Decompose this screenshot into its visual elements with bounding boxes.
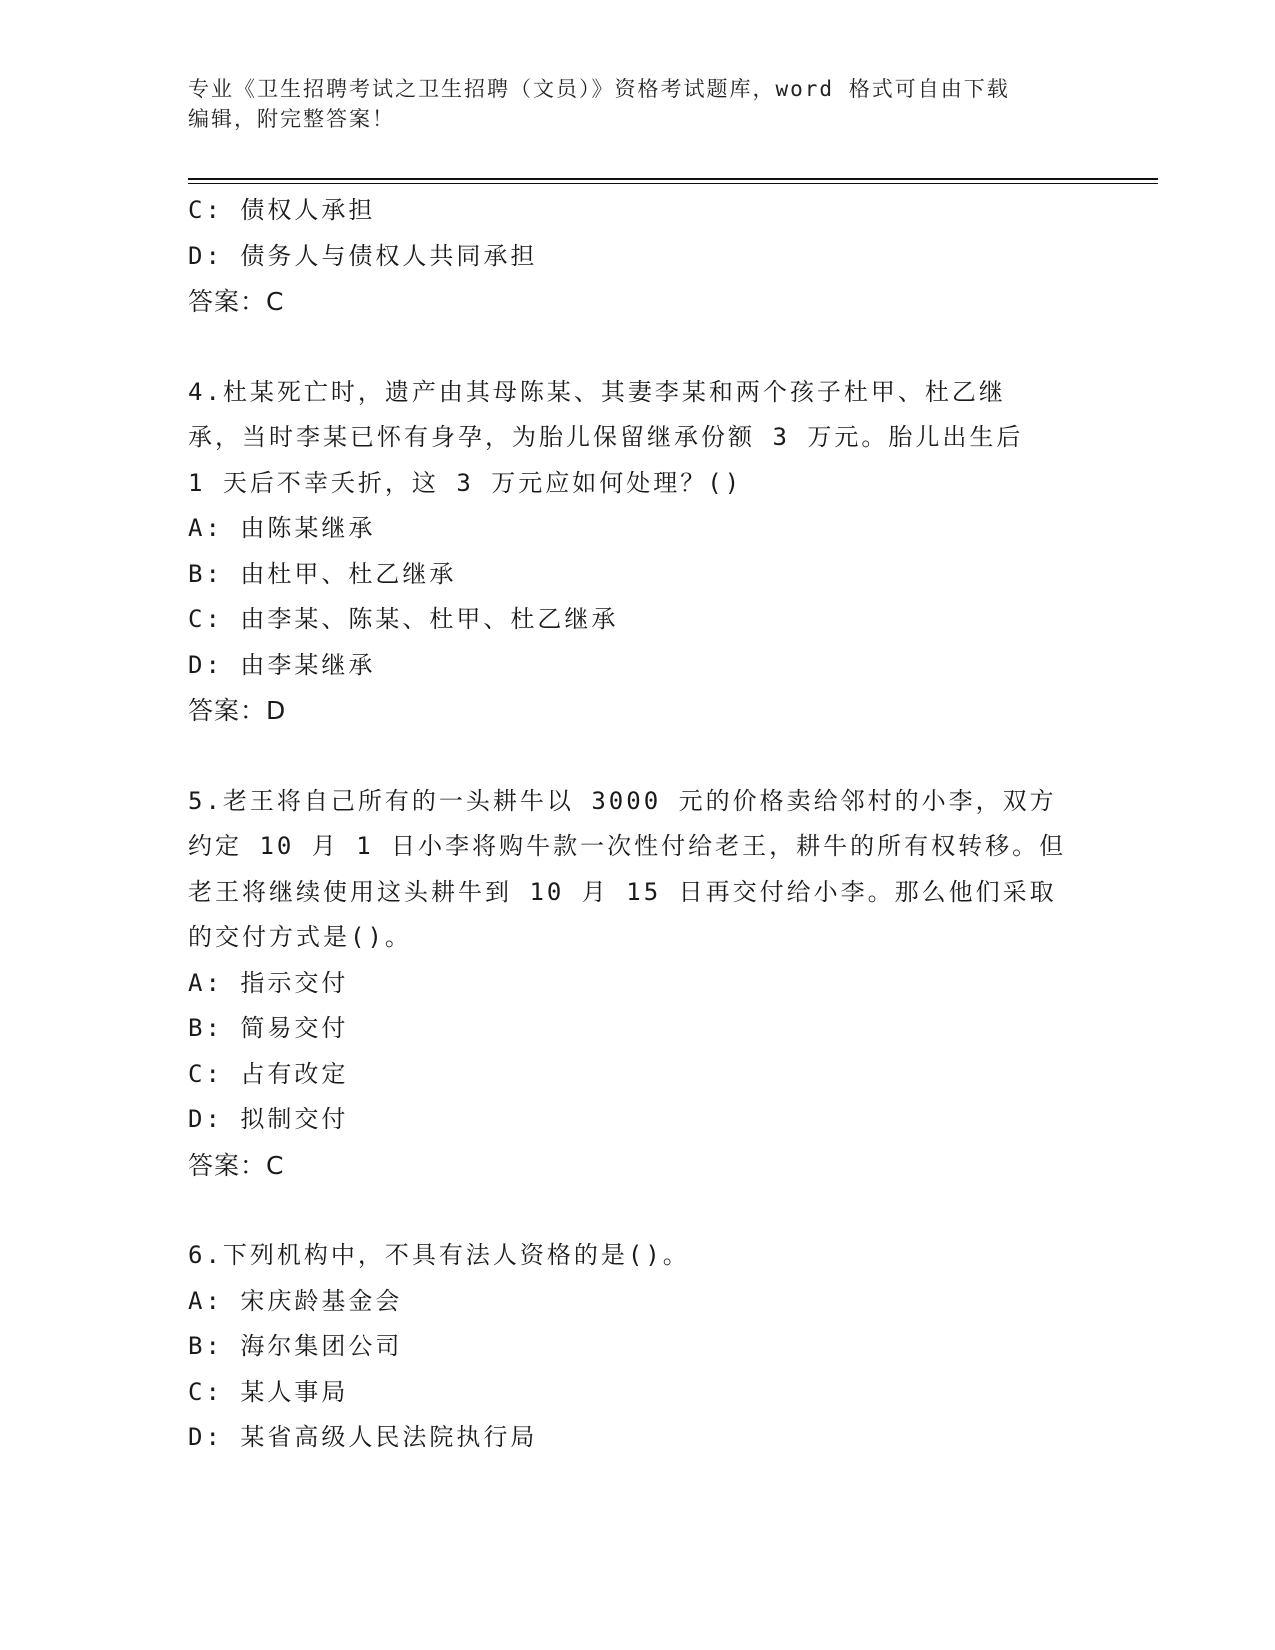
q6-option-a: A: 宋庆龄基金会 bbox=[188, 1286, 403, 1315]
q3-option-d: D: 债务人与债权人共同承担 bbox=[188, 241, 538, 270]
q6-option-c: C: 某人事局 bbox=[188, 1377, 349, 1406]
header-rule-thin bbox=[188, 183, 1158, 184]
q6-stem-line-1: 6.下列机构中，不具有法人资格的是()。 bbox=[188, 1241, 690, 1269]
q6-option-b: B: 海尔集团公司 bbox=[188, 1332, 403, 1360]
question-4 bbox=[188, 370, 1088, 734]
header-rule-thick bbox=[188, 178, 1158, 180]
spacer bbox=[188, 734, 1088, 779]
question-5 bbox=[188, 779, 1088, 1189]
document-body bbox=[188, 188, 1088, 1461]
q5-stem-line-3: 老王将继续使用这头耕牛到 10 月 15 日再交付给小李。那么他们采取 bbox=[188, 877, 1057, 906]
q4-option-a: A: 由陈某继承 bbox=[188, 514, 376, 542]
question-3-tail bbox=[188, 188, 1088, 325]
q5-answer: 答案：C bbox=[188, 1150, 285, 1180]
question-6 bbox=[188, 1233, 1088, 1461]
q4-answer: 答案：D bbox=[188, 696, 287, 725]
spacer bbox=[188, 325, 1088, 370]
q6-option-d: D: 某省高级人民法院执行局 bbox=[188, 1423, 538, 1451]
q5-option-a: A: 指示交付 bbox=[188, 968, 349, 997]
q4-option-b: B: 由杜甲、杜乙继承 bbox=[188, 559, 457, 588]
spacer bbox=[188, 1188, 1088, 1233]
q3-option-c: C: 债权人承担 bbox=[188, 196, 376, 224]
q5-option-d: D: 拟制交付 bbox=[188, 1105, 349, 1133]
q4-option-c: C: 由李某、陈某、杜甲、杜乙继承 bbox=[188, 605, 619, 633]
q4-option-d: D: 由李某继承 bbox=[188, 650, 376, 679]
q5-stem-line-1: 5.老王将自己所有的一头耕牛以 3000 元的价格卖给邻村的小李，双方 bbox=[188, 786, 1057, 815]
q3-answer: 答案：C bbox=[188, 287, 285, 316]
q5-stem-line-4: 的交付方式是()。 bbox=[188, 923, 412, 951]
header-line-1: 专业《卫生招聘考试之卫生招聘（文员）》资格考试题库，word 格式可自由下载 bbox=[188, 77, 1010, 101]
document-header bbox=[188, 74, 1088, 134]
header-line-2: 编辑，附完整答案！ bbox=[188, 107, 395, 131]
q5-stem-line-2: 约定 10 月 1 日小李将购牛款一次性付给老王，耕牛的所有权转移。但 bbox=[188, 832, 1067, 860]
q4-stem-line-2: 承，当时李某已怀有身孕，为胎儿保留继承份额 3 万元。胎儿出生后 bbox=[188, 423, 1024, 451]
q5-option-b: B: 简易交付 bbox=[188, 1014, 349, 1042]
q4-stem-line-3: 1 天后不幸夭折，这 3 万元应如何处理？() bbox=[188, 468, 743, 497]
q4-stem-line-1: 4.杜某死亡时，遗产由其母陈某、其妻李某和两个孩子杜甲、杜乙继 bbox=[188, 377, 1006, 406]
q5-option-c: C: 占有改定 bbox=[188, 1059, 349, 1088]
